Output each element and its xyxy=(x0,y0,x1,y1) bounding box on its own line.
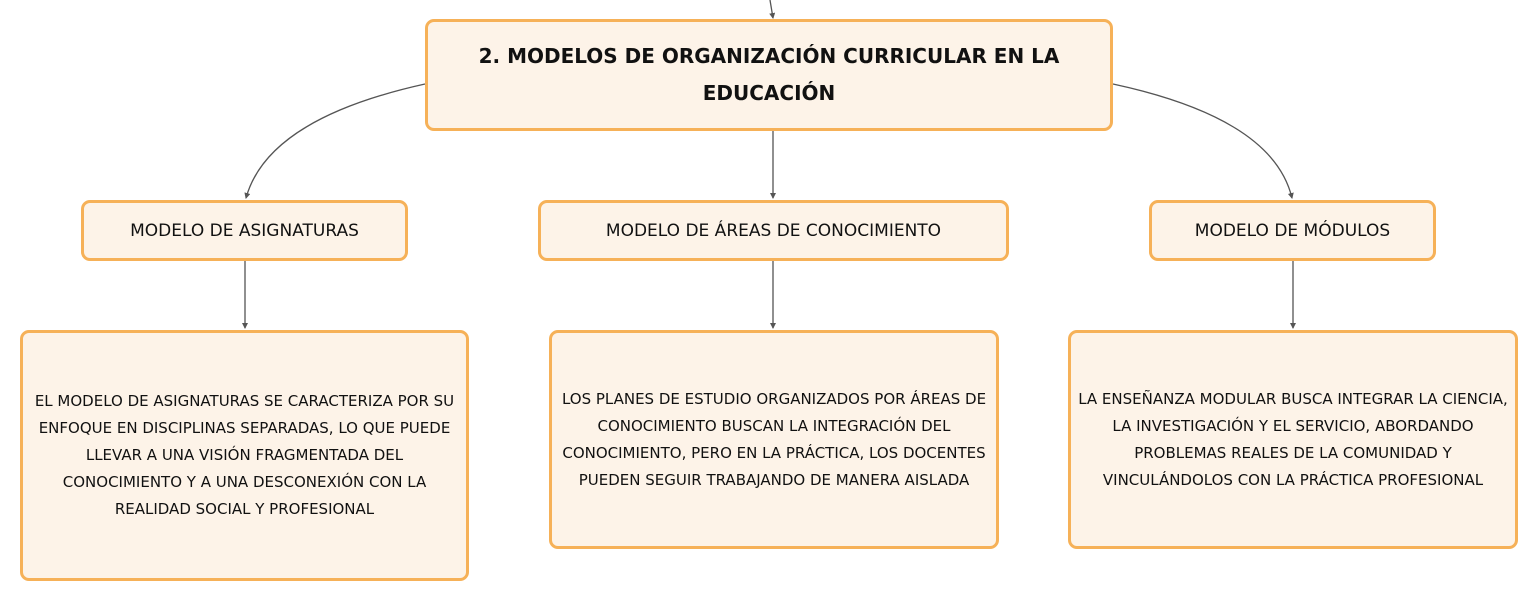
branch-label-modulos: MODELO DE MÓDULOS xyxy=(1194,220,1391,241)
branch-node-asignaturas[interactable] xyxy=(81,200,408,261)
connector-parent-to-root xyxy=(770,0,773,18)
branch-node-modulos[interactable] xyxy=(1149,200,1436,261)
description-node-modulos[interactable] xyxy=(1068,330,1518,549)
description-text-asignaturas: EL MODELO DE ASIGNATURAS SE CARACTERIZA POR SU ENFOQUE EN DISCIPLINAS SEPARADAS, LO QUE PUEDE LLEVAR A UNA VISIÓN FRAGMENTADA DEL CONOCIMIENTO Y A UNA DESCONEXIÓN CON LA REALIDAD SOCIAL Y PROFESIONAL xyxy=(34,392,455,518)
root-topic-node[interactable] xyxy=(425,19,1113,131)
root-topic-title: 2. MODELOS DE ORGANIZACIÓN CURRICULAR EN LA EDUCACIÓN xyxy=(478,44,1060,105)
description-node-asignaturas[interactable] xyxy=(20,330,469,581)
branch-label-areas-de-conocimiento: MODELO DE ÁREAS DE CONOCIMIENTO xyxy=(605,220,942,241)
branch-node-areas-de-conocimiento[interactable] xyxy=(538,200,1009,261)
description-node-areas-de-conocimiento[interactable] xyxy=(549,330,999,549)
connector-root-to-modulos xyxy=(1113,84,1292,198)
connector-root-to-asignaturas xyxy=(246,84,425,198)
description-text-modulos: LA ENSEÑANZA MODULAR BUSCA INTEGRAR LA CIENCIA, LA INVESTIGACIÓN Y EL SERVICIO, ABORDANDO PROBLEMAS REALES DE LA COMUNIDAD Y VINCULÁNDOLOS CON LA PRÁCTICA PROFESIONAL xyxy=(1078,389,1508,489)
branch-label-asignaturas: MODELO DE ASIGNATURAS xyxy=(130,220,359,241)
description-text-areas-de-conocimiento: LOS PLANES DE ESTUDIO ORGANIZADOS POR ÁREAS DE CONOCIMIENTO BUSCAN LA INTEGRACIÓN DEL CONOCIMIENTO, PERO EN LA PRÁCTICA, LOS DOCENTES PUEDEN SEGUIR TRABAJANDO DE MANERA AISLADA xyxy=(561,389,987,489)
